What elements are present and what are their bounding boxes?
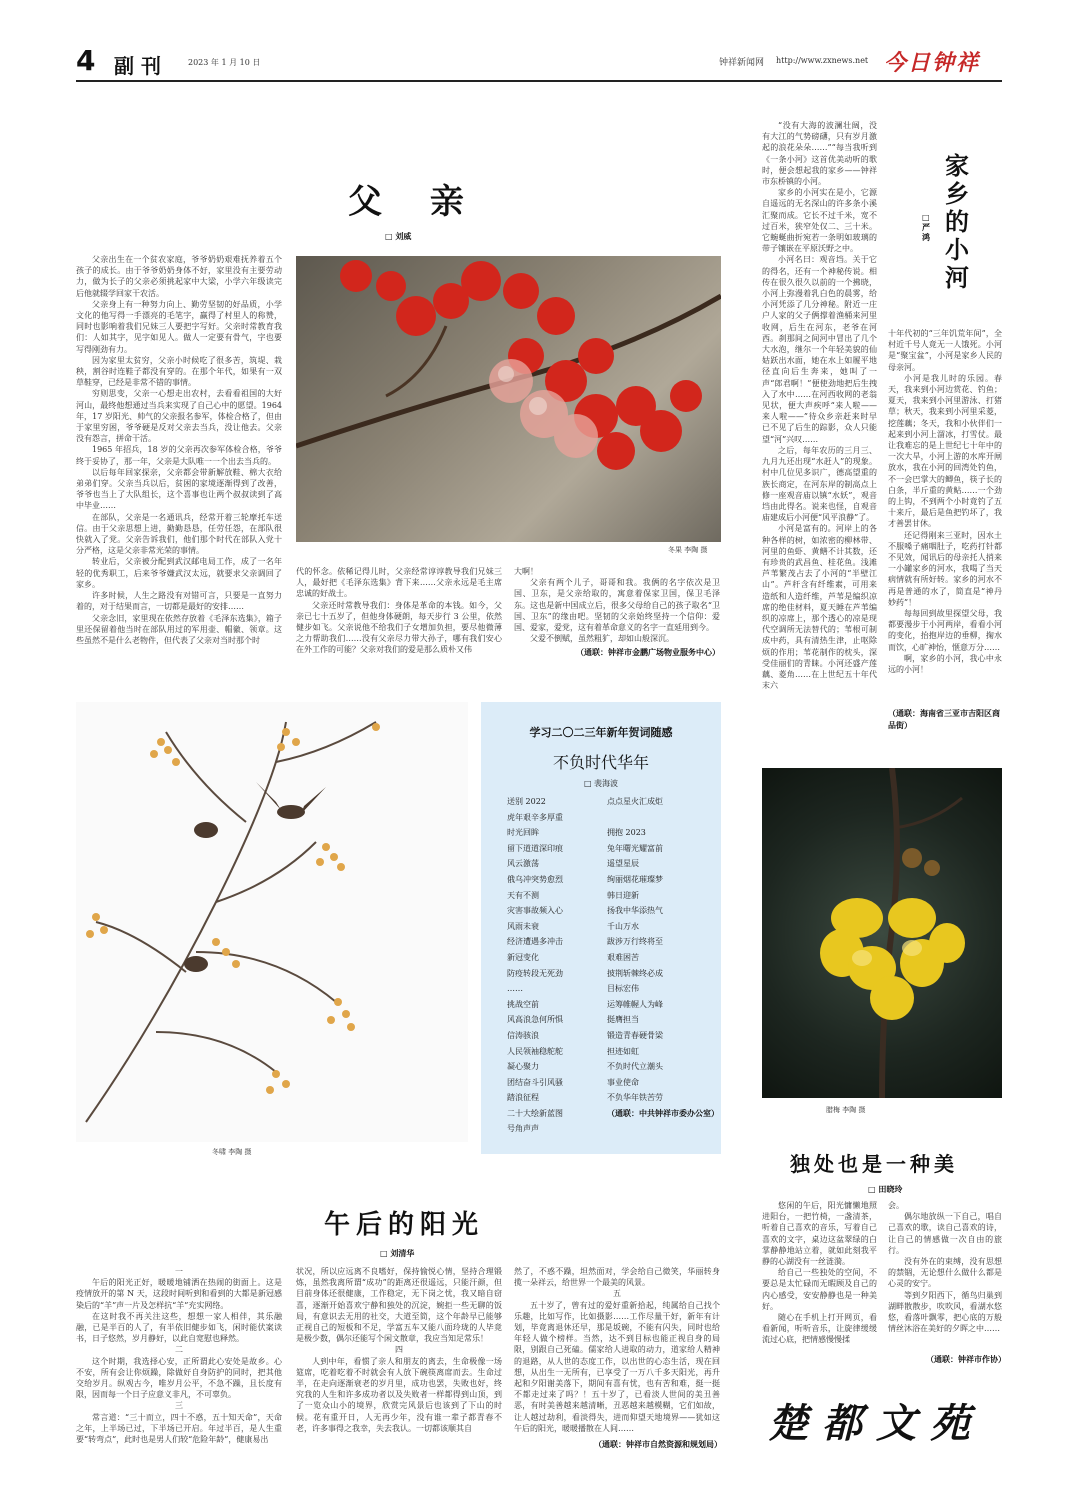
father-author: □ 刘威 <box>385 231 412 241</box>
winter-berries-photo <box>296 256 721 542</box>
column-brand: 楚都文苑 <box>768 1400 984 1447</box>
poem-note: （通联：中共钟祥市委办公室） <box>607 1107 719 1118</box>
paper-logo: 今日钟祥 <box>884 50 981 76</box>
father-col1: 父亲出生在一个贫农家庭，爷爷奶奶艰难抚养着五个孩子的成长。由于爷爷奶奶身体不好，家里没有主要劳动力，做为长子的父亲必须挑起家中大梁，小学六年级读完后他就辍学回家干农活。 父亲身上有一种努力向上、勤劳坚韧的好品质，小学文化的他写得一手漂亮的毛笔字，赢得了村里人的称赞，同时也影响着我们兄妹三人要把字写好。父亲时常教育我们：人如其字，见字如见人。做人一定要有骨气，字也要写得刚劲有力。 因为家里太贫穷，父亲小时候吃了很多苦，筑堤、栽秧，割谷时连鞋子都没有穿的。在那个年代，如果有一双草鞋穿，已经是非常不错的事情。 穷则思变，父亲一心想走出农村，去看看祖国的大好河山，最终他想通过当兵来实现了自己心中的愿望。1964 年，17 岁阳光、帅气的父亲报名参军，体检合格了，但由于家里穷困，爷爷硬是反对父亲去当兵，没让他去。父亲没有怨言，拼命干活。 1965 年招兵，18 岁的父亲再次参军体检合格，爷爷终于妥协了，那一年，父亲是大队唯一一个出去当兵的。 以后每年回家探亲，父亲都会带新解放鞋、棉大衣给弟弟们穿。父亲当兵以后，贫困的家境逐渐得到了改善，爷爷也当上了大队组长，这个喜事也让两个叔叔读到了高中毕业…… 在部队，父亲是一名通讯兵，经常开着三轮摩托车送信。由于父亲思想上进，勤勤恳恳，任劳任怨，在部队很快就入了党。父亲告诉我们，他们那个时代在部队入党十分严格，这是父亲非常光荣的事情。 转业后，父亲被分配到武汉邮电局工作，成了一名年轻的优秀职工，后来爷爷嫌武汉太远，就要求父亲调回了家乡。 许多时候，人生之路没有对错可言，只要是一直努力着的，对于结果而言，一切都是最好的安排…… 父亲念旧，家里现在依然存放着《毛泽东选集》，箱子里还保留着他当时在部队用过的军用壶、帽徽、领章。这些虽然不是什么老物件，但代表了父亲对当时那个时 <box>76 255 282 645</box>
solitude-note: （通联：钟祥市作协） <box>926 1354 1006 1364</box>
site-url: http://www.zxnews.net <box>776 56 869 65</box>
afternoon-col3: 然了，不惑不躁，坦然面对，学会给自己微笑，华丽转身揽一朵祥云，给世界一个最美的风景。 五 五十岁了，曾有过的爱好重新拾起，纯属给自己找个乐趣，比如写作，比如摄影……工作尽量干好，新年有计划，毕竟离退休还早，那是坂碗，不能有闪失，同时也给年轻人做个榜样。当然，达不到目标也能正视自身的局限，别跟自己死磕。儒家给人进取的动力，道家给人精神的退路，从人世的态度工作，以出世的心态生活，现在回想，从出生一无所有，已享受了一万八千多天阳光，再升起和夕阳谢美落下，期间有喜有忧，也有苦和难，挺一挺不都走过来了吗？！五十岁了，已看淡人世间的美丑善恶，有时美善越来越清晰，丑恶越来越模糊，它们如故，让人越过劫利，看淡得失，进而仰望天地境界——犹如这午后的阳光，暖暖播散在人间…… <box>514 1267 720 1433</box>
winter-birds-photo <box>76 702 468 1142</box>
father-col2: 代的怀念。依稀记得儿时，父亲经常谆谆教导我们兄妹三人，最好把《毛泽东选集》背下来……父亲永远是毛主席忠诚的好战士。 父亲还时常教导我们：身体是革命的本钱。如今，父亲已七十五岁了，但他身体硬朗，每天步行 3 公里，依然健步如飞。父亲说他不给我们子女增加负担，要尽他微薄之力帮助我们……没有父亲尽力带大孙子，哪有我们安心在外工作的可能？父亲对我们的爱是那么质朴又伟 <box>296 567 502 655</box>
plum-caption: 腊梅 李陶 摄 <box>826 1106 866 1114</box>
poem-box <box>481 702 721 1154</box>
solitude-col1: 悠闲的午后，阳光慵懒地照进阳台，一把竹椅，一盏清茶，听着自己喜欢的音乐，写着自己喜欢的文字，桌边这盆翠绿的白掌静静地站立着，就如此刻我平静的心湖没有一丝涟漪。 给自己一些独处的空间，不要总是太忙碌而无暇顾及自己的内心感受，安安静静也是一种美好。 随心在手机上打开网页，看看新闻，听听音乐，让旋律缓缓流过心底，把情感慢慢揉 <box>762 1201 877 1345</box>
masthead-rule <box>76 80 1002 82</box>
river-author: □ 严鸿 <box>922 212 930 242</box>
wintersweet-photo <box>762 768 1002 1098</box>
afternoon-note: （通联：钟祥市自然资源和规划局） <box>594 1439 722 1449</box>
river-col2: 十年代初的“三年饥荒年间”，全村近千号人竟无一人饿死。小河是“聚宝盆”，小河是家乡人民的母亲河。 小河是我儿时的乐园。春天，我来到小河边赏花、钓鱼；夏天，我来到小河里游泳、打猪草；秋天，我来到小河里采菱，挖莲藕；冬天，我和小伙伴们一起来到小河上溜冰，打雪仗。最让我难忘的是上世纪七十年中的一次大旱，小河上游的水库开闸放水，我在小河的回湾处钓鱼，不一会巴掌大的鲫鱼，筷子长的白条，半斤重的黄鲇……一个劲的上钩，不到两个小时竟钓了五十来斤，最后是鱼把钓坏了，我才善罢甘休。 还记得刚来三亚时，因水土不服嗓子痛咽肚子，吃药打针都不见效，闻讯后的母亲托人捎来一小罐家乡的河水，我喝了当天病情就有所好转。家乡的河水不再是普通的水了，简直是“神丹妙药”！ 每每回到故里探望父母，我都要漫步于小河两岸，看看小河的变化，抬抱岸边的垂柳，掬水而饮，心旷神怡，惬意万分…… 啊，家乡的小河，我心中永远的小河！ <box>888 329 1002 675</box>
afternoon-author: □ 刘清华 <box>380 1248 415 1258</box>
solitude-col2: 会。 偶尔地放纵一下自己，唱自己喜欢的歌，读自己喜欢的诗，让自己的情感做一次自由的旅行。 没有外在的束缚，没有思想的禁锢，无论想什么做什么都是心灵的安宁。 等到夕阳西下，循鸟归巢到湖畔散散步，吹吹风，看湖水悠悠，看落叶飘零，把心底的万般情丝沐浴在美好的夕晖之中…… <box>888 1201 1002 1334</box>
afternoon-title: 午后的阳光 <box>324 1210 485 1240</box>
poem-title: 不负时代华年 <box>552 753 649 772</box>
solitude-author: □ 田晓玲 <box>868 1184 903 1194</box>
section-name: 副 刊 <box>114 54 161 78</box>
poem-author: □ 裴海波 <box>583 779 619 788</box>
masthead <box>76 40 1002 84</box>
page-number: 4 <box>76 44 96 77</box>
poem-left-column: 送别 2022 虎年艰辛多厚重 时光回眸 留下道道深印痕 风云激荡 俄乌冲突势愈烈 天有不测 灾害事故频入心 风雨未衰 经济遭遇多冲击 新冠变化 防疫转段无死劲 …… 挑战空前 风高浪急何所惧 信涛骇浪 人民领袖稳舵舵 凝心聚力 团结奋斗引风骚 踏浪征程 二十大绘新蓝图 号角声声 <box>507 797 563 1134</box>
poem-heading: 学习二〇二三年新年贺词随感 <box>529 726 673 739</box>
father-col3: 大啊！ 父亲有两个儿子，哥哥和我。我俩的名字依次是卫国、卫东，是父亲给取的，寓意着保家卫国，保卫毛泽东。这也是新中国成立后，很多父母给自己的孩子取名“卫国、卫东”的缘由吧。坚韧的父亲始终坚持一个信仰：爱国、爱家，爱党，这有着革命意义的名字一直延用到今。 父爱不倒赋，虽然粗犷，却如山般深沉。 <box>514 567 720 644</box>
birds-caption: 冬啸 李陶 摄 <box>212 1148 252 1156</box>
solitude-title: 独处也是一种美 <box>790 1152 958 1176</box>
poem-right-column: 点点星火汇成炬 拥抱 2023 兔年曙光耀富前 遥望星辰 绚丽烟花璀璨梦 韩日迎新 扬我中华添热气 千山万水 跋涉万行终将至 艰难困苦 披荆斩棘终必成 目标宏伟 运筹帷幄人为峰 挺膺担当 锻造青春硬骨梁 担迹如虹 不负时代立潮头 事业使命 不负华年铁苦劳 （通联：中共钟祥市委办公室） <box>607 797 719 1118</box>
berries-caption: 冬果 李陶 摄 <box>668 546 708 554</box>
river-title: 家乡的小河 <box>945 151 969 292</box>
river-col1: “没有大海的波澜壮阔，没有大江的气势磅礴，只有岁月激起的浪花朵朵……”“每当我听到《一条小河》这首优美动听的歌时，便会想起我的家乡——钟祥市东桥镇的小河。 家乡的小河实在是小，它源自遥远的无名深山的许多条小溪汇聚而成。它长不过千米，宽不过百米，狭窄处仅二、三十米。它蜿蜒曲折宛若一条明如玻璃的带子镶嵌在平原沃野之中。 小河名曰：观音垱。关于它的得名，还有一个神秘传说。相传在很久很久以前的一个拂晓，小河上弥漫着乳白色的晨雾，给小河凭添了几分神秘。附近一庄户人家的父子俩撑着渔桶来河里收网，后生在河东，老爷在河西。刹那间之间河中冒出了几个大水泡，继尔一个年轻美貌的仙姑跃出水面，她在水上如履平地径直向后生奔来，她叫了一声“郎君啊！”便使劲地把后生拽入了水中……在河西收网的老翁见状，便大声疾呼“来人啦——来人啦——”待众乡亲赶来时早已不见了后生的踪影，众人只能望“河”兴叹…… 之后，每年农历的三月三、九月九还出现“水赶人”的现象。村中几位见多识广，德高望重的族长商定，在河东岸的制高点上修一座观音庙以镇“水妖”，观音垱由此得名。说来也怪，自观音庙建成后小河便“风平浪静”了。 小河是富有的。河岸上的各种各样的树，如浓密的柳林带、河里的鱼虾、黄鳝不计其数，还有珍贵的武昌鱼、桂花鱼。浅滩芦苇繁茂占去了小河的“半壁江山”。芦秆含有纤维素，可用来造纸和人造纤维，芦苇是编织凉席的绝佳材料，夏天睡在芦苇编织的凉席上，那个透心的凉是现代空调所无法替代的；苇根可制成中药，具有清热生津，止呕除烦的作用；苇花制作的枕头，深受佳丽们的青睐。小河还盛产莲藕、菱角……在上世纪五十年代末六 <box>762 121 877 691</box>
issue-date: 2023 年 1 月 10 日 <box>188 58 261 67</box>
father-note: （通联：钟祥市金鹏广场物业服务中心） <box>576 647 720 657</box>
afternoon-col1: 一 午后的阳光正好，暖暖地铺洒在热闹的街面上。这是疫情放开的第 N 天，这段时间听到和看到的大都是新冠感染后的“羊”声一片及怎样抗“羊”充实网络。 在这时我不再关注这些，想想一家人相伴，其乐融融，已是半百的人了，有半依旧健步如飞，闲时能伏案读书，日子悠然，岁月静好，以此自宽慰也释然。 二 这个时期，我选择心安，正所谓此心安处是故乡。心不安，所有会让你烦躁，除做好自身防护的同时，把其他交给岁月。纵观古今，唯岁月公平，不急不躁，且长度有限，因而每一个日子应意义非凡，不可辜负。 三 常言道：“三十而立，四十不惑，五十知天命”，天命之年，上半场已过，下半场已开启。年过半百，是人生重要“转弯点”，此时也是男人们较“危险年龄”，健康易出 <box>76 1267 282 1445</box>
river-note: （通联：海南省三亚市吉阳区商品街） <box>888 708 1000 730</box>
father-title: 父 亲 <box>348 182 482 222</box>
afternoon-col2: 状况，所以应远离不良嗜好，保持愉悦心情，坚持合理锻炼，虽然我离所谓“成功”的距离还很遥远，只能汗颜，但目前身体还很健康，工作稳定，无下岗之忧，我又暗自窃喜，逐渐开始喜欢宁静和独处的沉淀，婉拒一些无聊的饭局，有意识去无用的社交，大道至简，这个年龄早已能够正视自己的短板和不足，学富五车又能八面玲珑的人毕竟是极少数，偶尔还能写个闲文散章，我应当知足常乐！ 四 人到中年，看惯了亲人和朋友的离去，生命极像一场筵席，吃着吃着不时就会有人放下碗筷离席而去。生命过半，在走向逐渐衰老的岁月里，成功也罢，失败也好，终究我的人生和许多成功者以及失败者一样都得到山顶，到了一览众山小的境界，欣赏完风景后也该到了下山的时候。花有重开日，人无再少年，没有谁一辈子都青春不老，许多事得之我幸，失去我认。一切都该顺其自 <box>296 1267 502 1433</box>
site-name: 钟祥新闻网 <box>719 58 765 68</box>
